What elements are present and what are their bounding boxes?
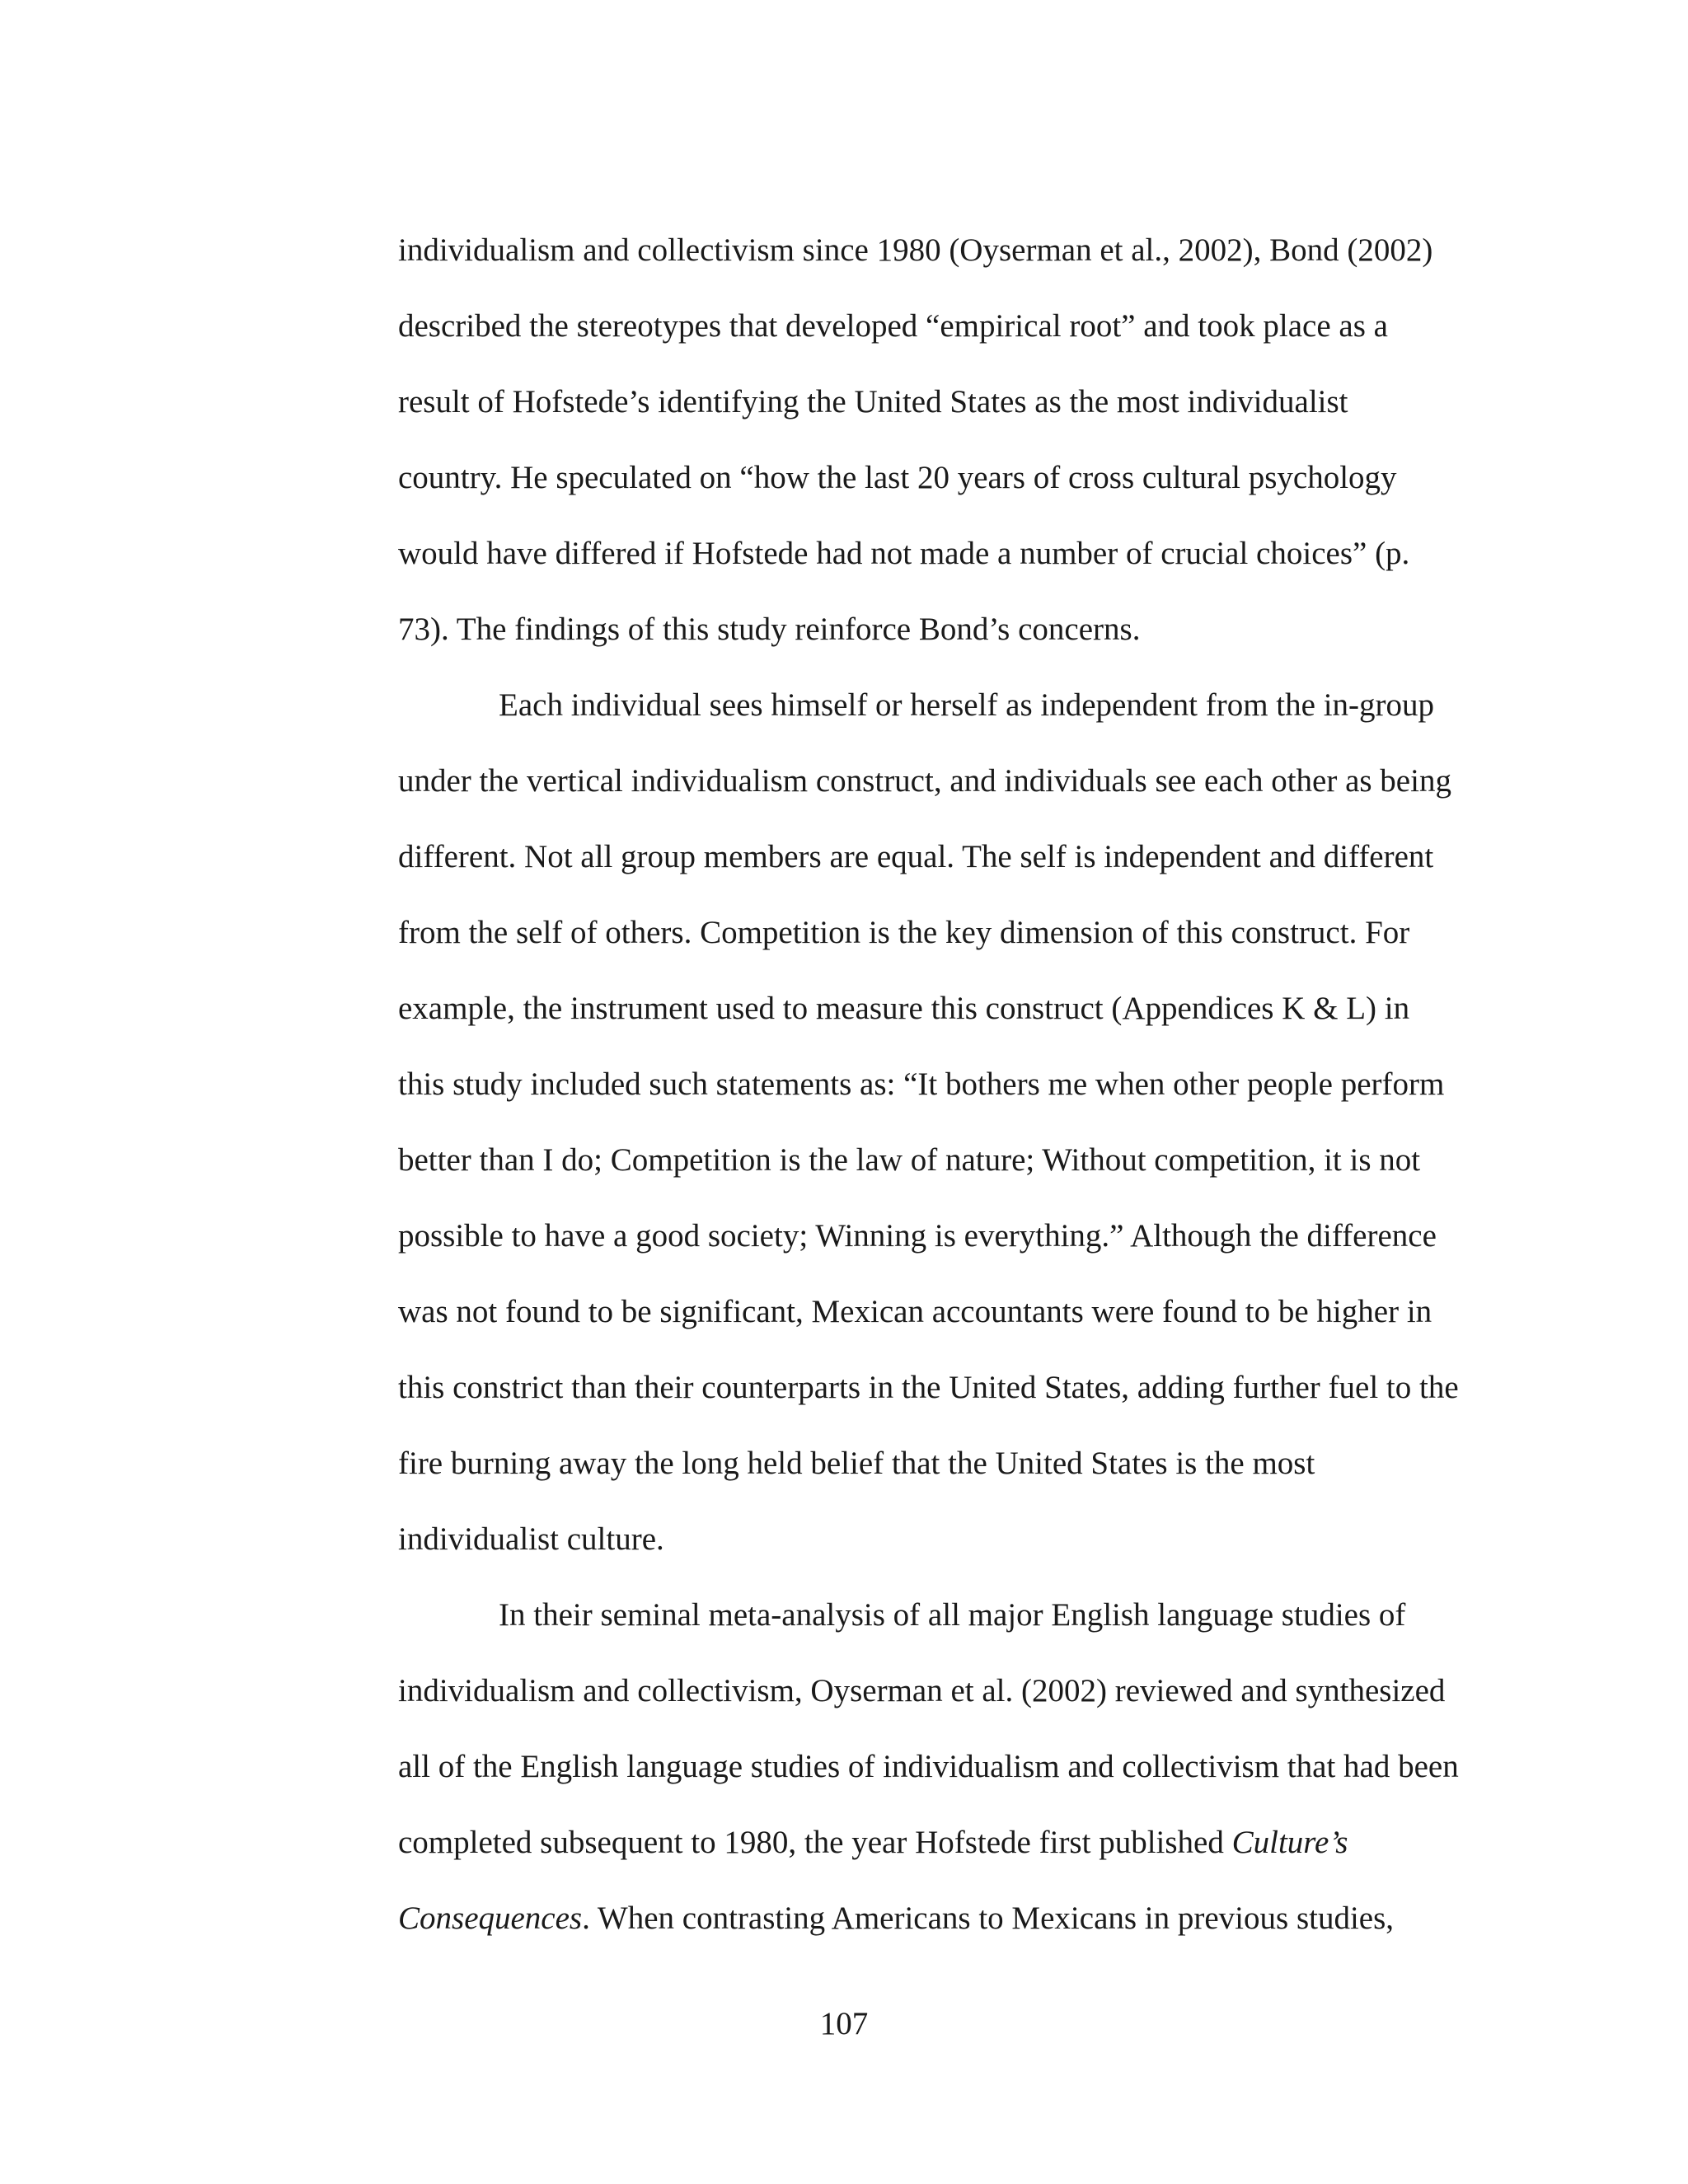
paragraph-2 (398, 668, 1494, 1577)
body-text (398, 213, 1494, 1957)
text-line: possible to have a good society; Winning is everything.” Although the difference (398, 1218, 1437, 1254)
text-line: from the self of others. Competition is the key dimension of this construct. For (398, 915, 1410, 950)
text-run: . When contrasting Americans to Mexicans in previous studies, (582, 1900, 1395, 1936)
text-line (398, 1805, 1494, 1881)
text-line: 73). The findings of this study reinforce Bond’s concerns. (398, 612, 1141, 647)
text-line: example, the instrument used to measure this construct (Appendices K & L) in (398, 991, 1410, 1026)
page-number: 107 (819, 2006, 869, 2041)
book-title-italic: Consequences (398, 1900, 583, 1936)
text-line: country. He speculated on “how the last 20 years of cross cultural psychology (398, 460, 1397, 495)
text-line (398, 1881, 1494, 1957)
text-line: Each individual sees himself or herself as independent from the in-group (499, 687, 1434, 723)
text-line: individualist culture. (398, 1521, 664, 1557)
text-line: this constrict than their counterparts in the United States, adding further fuel to the (398, 1370, 1459, 1405)
text-line: better than I do; Competition is the law of nature; Without competition, it is not (398, 1142, 1421, 1178)
text-line: individualism and collectivism since 1980 (Oyserman et al., 2002), Bond (2002) (398, 232, 1433, 268)
paragraph-1 (398, 213, 1494, 668)
text-line: under the vertical individualism construct, and individuals see each other as being (398, 763, 1451, 799)
text-line: this study included such statements as: “It bothers me when other people perform (398, 1066, 1445, 1102)
text-line: individualism and collectivism, Oyserman et al. (2002) reviewed and synthesized (398, 1673, 1446, 1708)
text-line: result of Hofstede’s identifying the United States as the most individualist (398, 384, 1348, 419)
text-line: different. Not all group members are equal. The self is independent and different (398, 839, 1434, 874)
paragraph-3 (398, 1577, 1494, 1957)
text-line: described the stereotypes that developed “empirical root” and took place as a (398, 308, 1388, 344)
text-line: fire burning away the long held belief that the United States is the most (398, 1446, 1315, 1481)
text-run: completed subsequent to 1980, the year Hofstede first published (398, 1825, 1232, 1860)
book-title-italic: Culture’s (1231, 1825, 1348, 1860)
text-line: would have differed if Hofstede had not made a number of crucial choices” (p. (398, 536, 1410, 571)
text-line: In their seminal meta-analysis of all major English language studies of (499, 1597, 1406, 1633)
text-line: all of the English language studies of individualism and collectivism that had been (398, 1749, 1459, 1784)
text-line: was not found to be significant, Mexican accountants were found to be higher in (398, 1294, 1432, 1329)
